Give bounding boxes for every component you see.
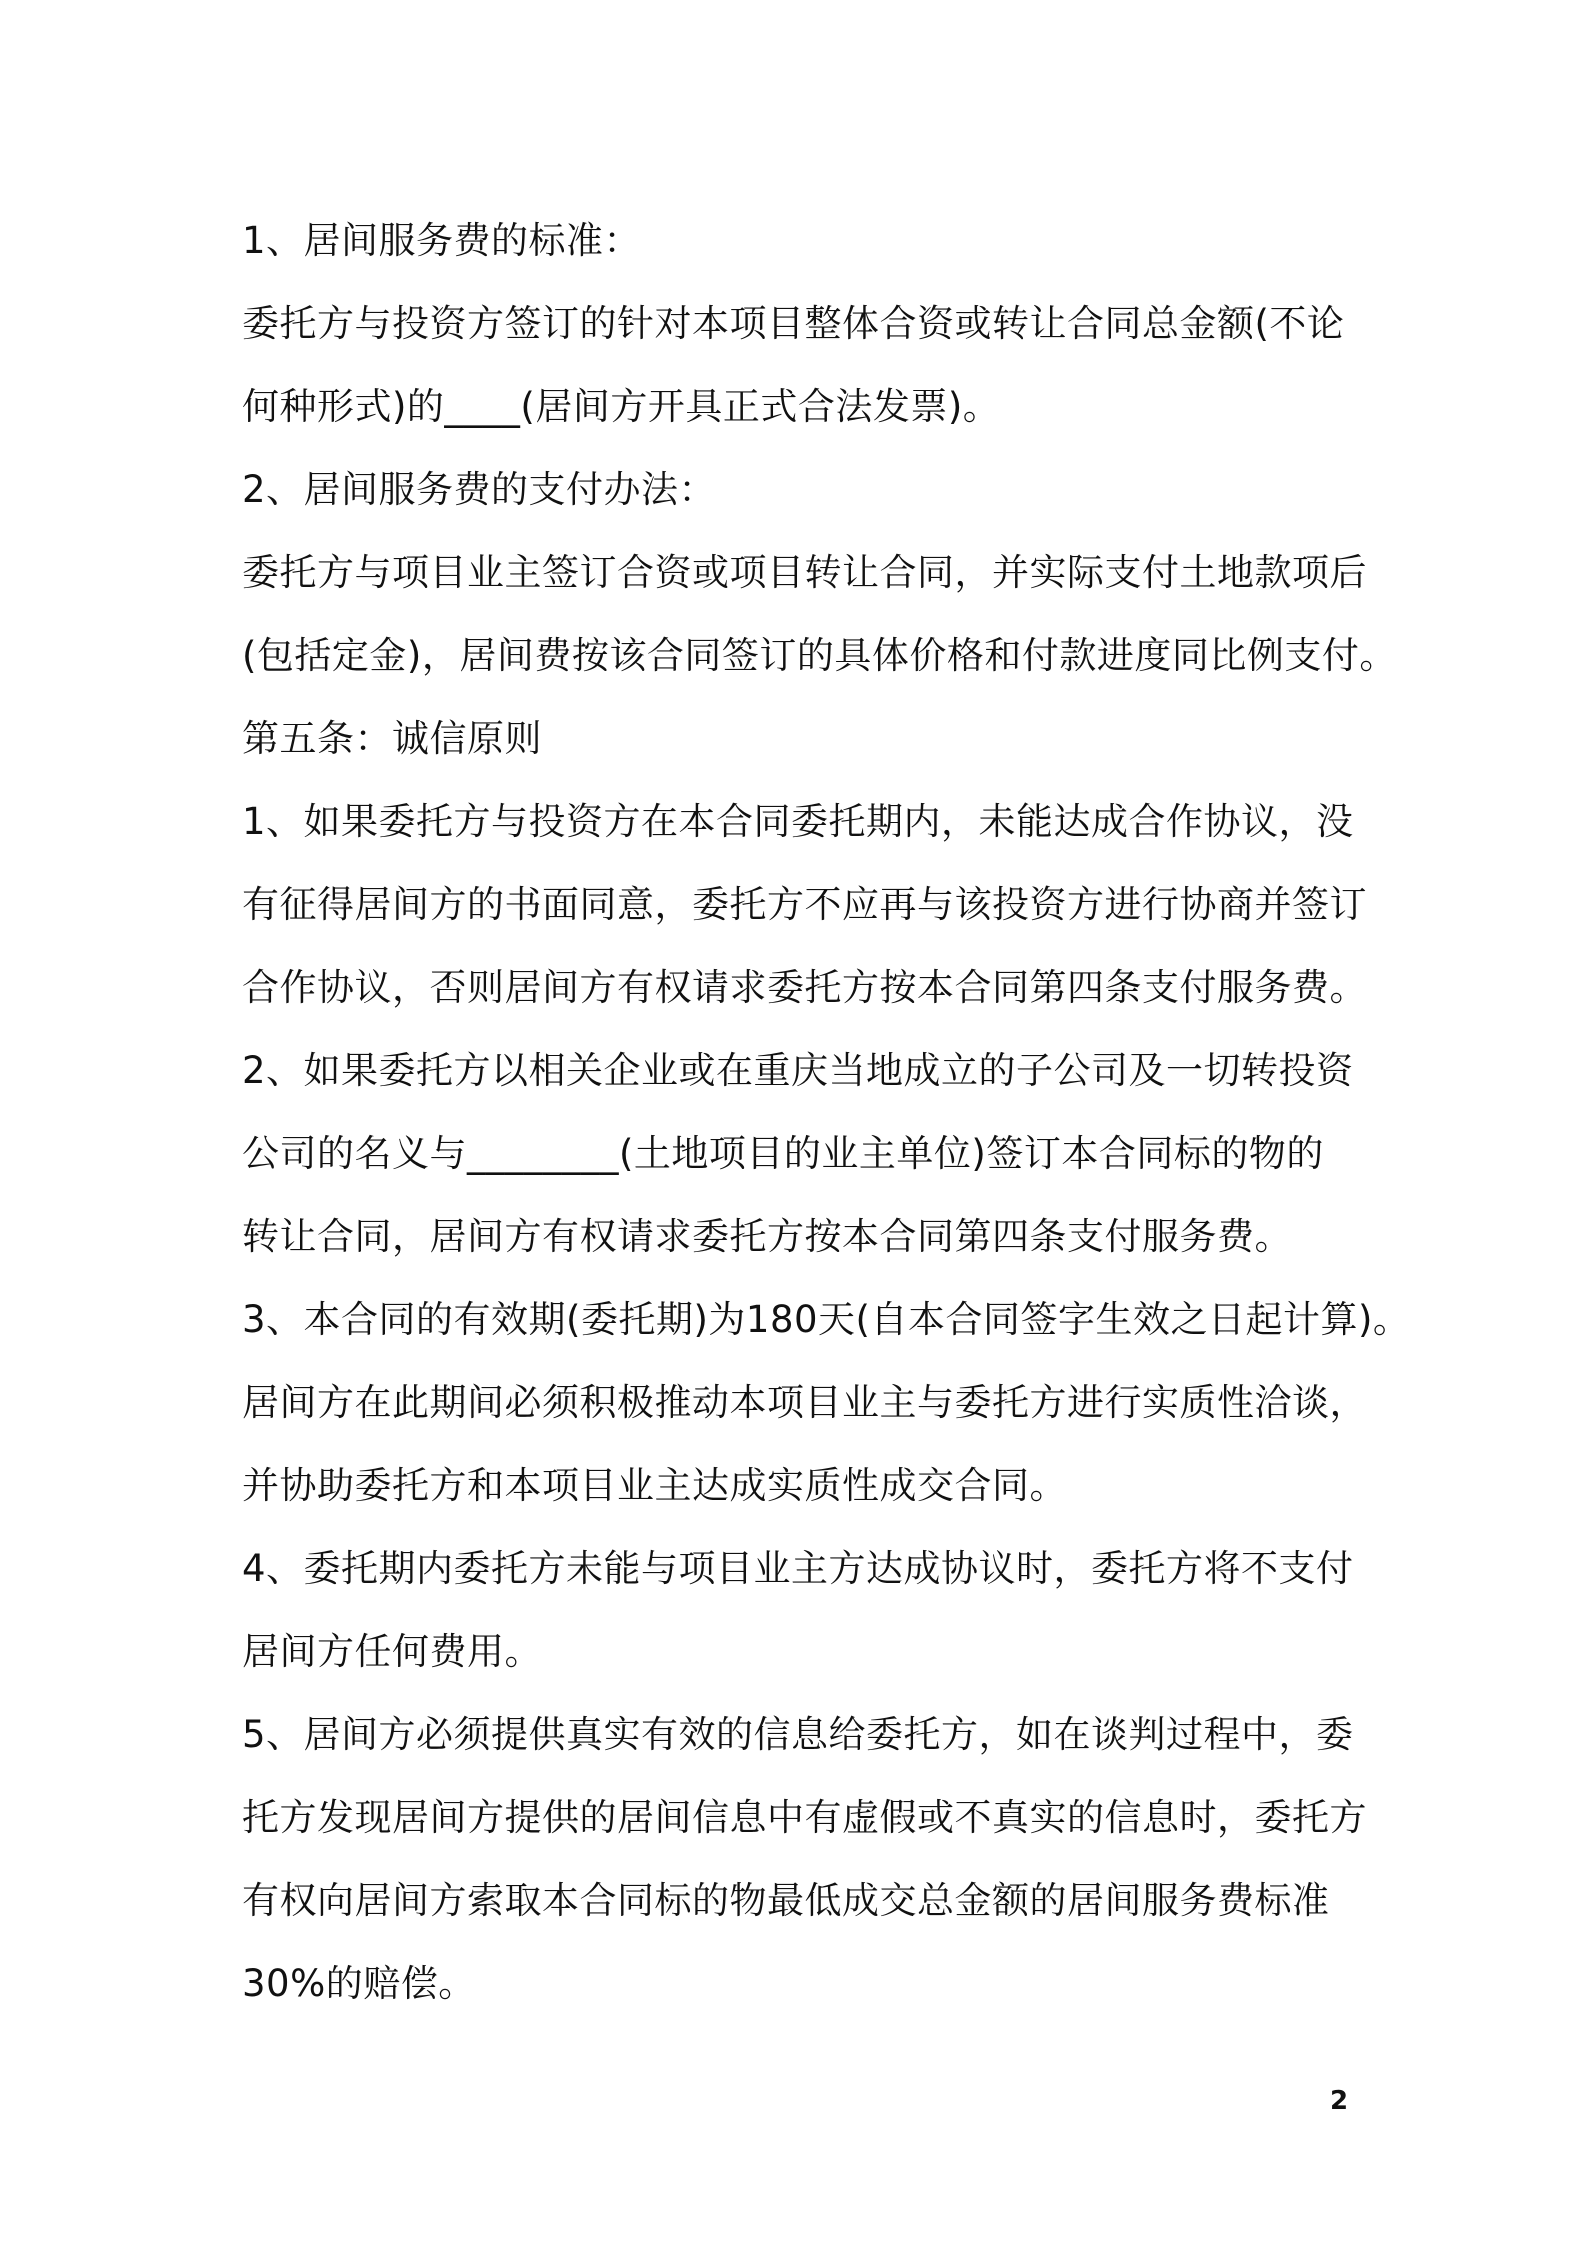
text-line: (包括定金)，居间费按该合同签订的具体价格和付款进度同比例支付。 [242,634,1397,677]
text-line: 2、如果委托方以相关企业或在重庆当地成立的子公司及一切转投资 [242,1049,1354,1092]
text-line: 2、居间服务费的支付办法： [242,468,717,511]
section-heading: 第五条：诚信原则 [242,717,542,760]
text-line: 何种形式)的____(居间方开具正式合法发票)。 [242,385,1001,428]
text-line: 公司的名义与________(土地项目的业主单位)签订本合同标的物的 [242,1132,1324,1175]
text-line: 30%的赔偿。 [242,1962,476,2005]
text-line: 5、居间方必须提供真实有效的信息给委托方，如在谈判过程中，委 [242,1713,1354,1756]
text-line: 1、居间服务费的标准： [242,219,642,262]
text-line: 4、委托期内委托方未能与项目业主方达成协议时，委托方将不支付 [242,1547,1354,1590]
text-line: 有权向居间方索取本合同标的物最低成交总金额的居间服务费标准 [242,1879,1330,1922]
document-body [242,199,1411,2025]
page-number: 2 [1330,2086,1349,2116]
text-line: 并协助委托方和本项目业主达成实质性成交合同。 [242,1464,1067,1507]
text-line: 居间方任何费用。 [242,1630,542,1673]
text-line: 委托方与项目业主签订合资或项目转让合同，并实际支付土地款项后 [242,551,1367,594]
text-line: 委托方与投资方签订的针对本项目整体合资或转让合同总金额(不论 [242,302,1345,345]
text-line: 有征得居间方的书面同意，委托方不应再与该投资方进行协商并签订 [242,883,1367,926]
text-line: 托方发现居间方提供的居间信息中有虚假或不真实的信息时，委托方 [242,1796,1367,1839]
text-line: 居间方在此期间必须积极推动本项目业主与委托方进行实质性洽谈， [242,1381,1367,1424]
text-line: 合作协议，否则居间方有权请求委托方按本合同第四条支付服务费。 [242,966,1367,1009]
text-line: 3、本合同的有效期(委托期)为180天(自本合同签字生效之日起计算)。 [242,1298,1411,1341]
text-line: 转让合同，居间方有权请求委托方按本合同第四条支付服务费。 [242,1215,1292,1258]
text-line: 1、如果委托方与投资方在本合同委托期内，未能达成合作协议，没 [242,800,1354,843]
